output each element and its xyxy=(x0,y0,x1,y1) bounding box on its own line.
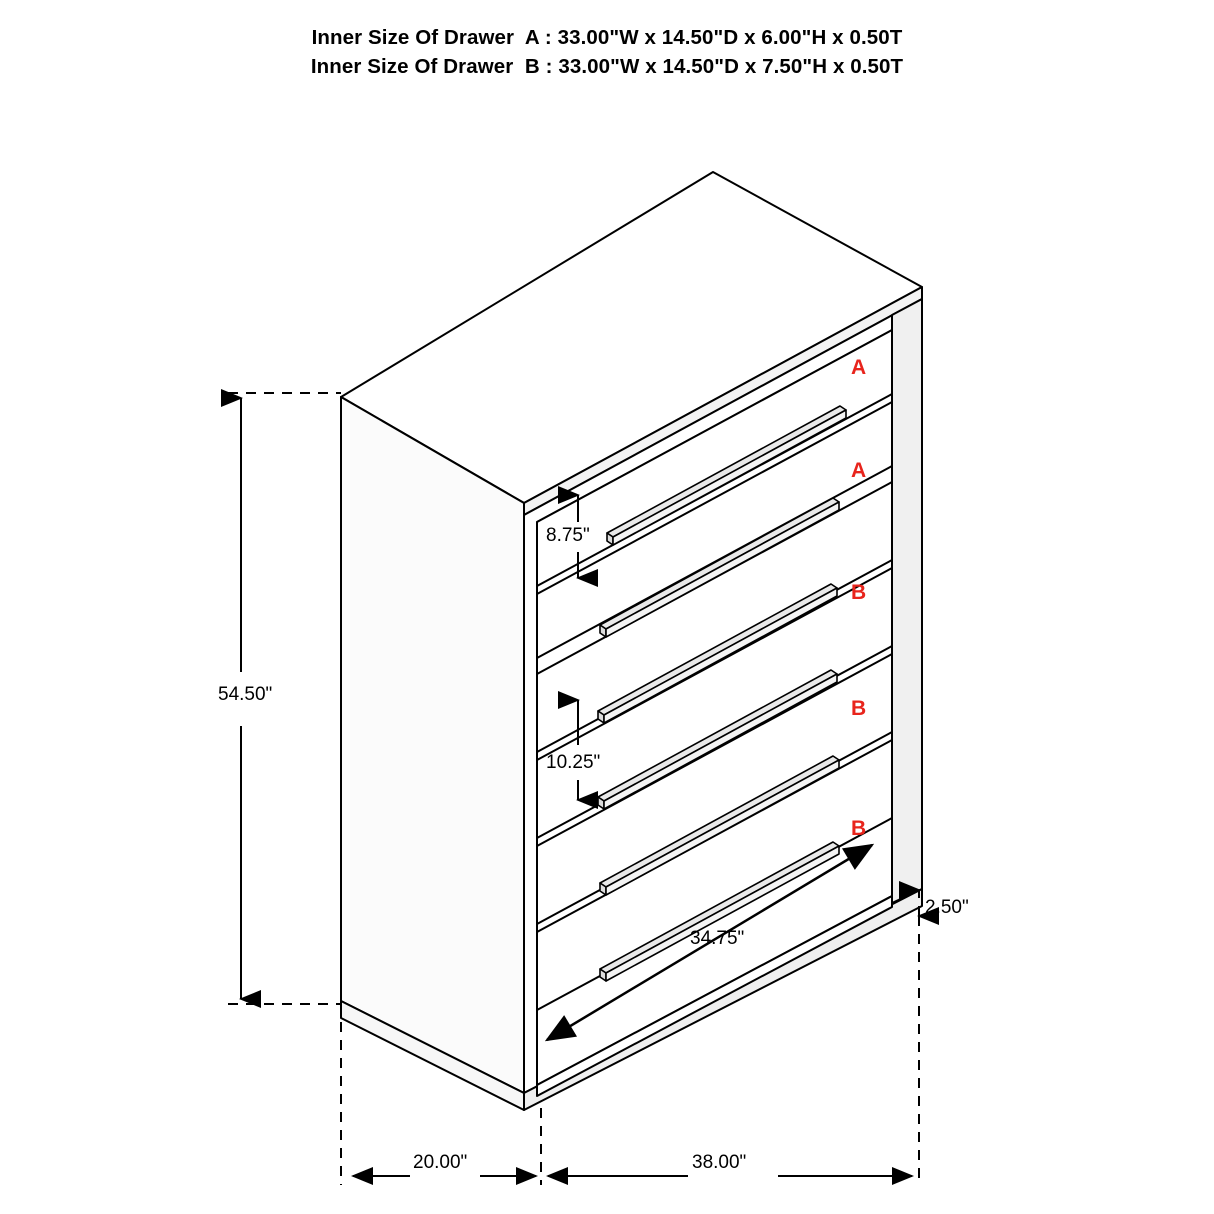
dim-overall-height: 54.50" xyxy=(218,684,273,705)
drawer-label-2: A xyxy=(851,459,867,482)
dim-drawer-b-height: 10.25" xyxy=(546,752,601,773)
dim-depth: 20.00" xyxy=(413,1152,468,1173)
drawer-a-spec-text: Inner Size Of Drawer A : 33.00"W x 14.50"D x 6.00"H x 0.50T xyxy=(311,26,903,49)
dim-front-width: 34.75" xyxy=(690,928,745,949)
dim-drawer-a-height: 8.75" xyxy=(546,525,590,546)
drawer-b-spec-text: Inner Size Of Drawer B : 33.00"W x 14.50"D x 7.50"H x 0.50T xyxy=(310,55,904,78)
drawer-label-4: B xyxy=(851,697,867,720)
dim-plinth-height: 2.50" xyxy=(925,897,969,918)
dim-width: 38.00" xyxy=(692,1152,747,1173)
drawer-label-3: B xyxy=(851,581,867,604)
drawer-label-5: B xyxy=(851,817,867,840)
drawer-label-1: A xyxy=(851,356,867,379)
